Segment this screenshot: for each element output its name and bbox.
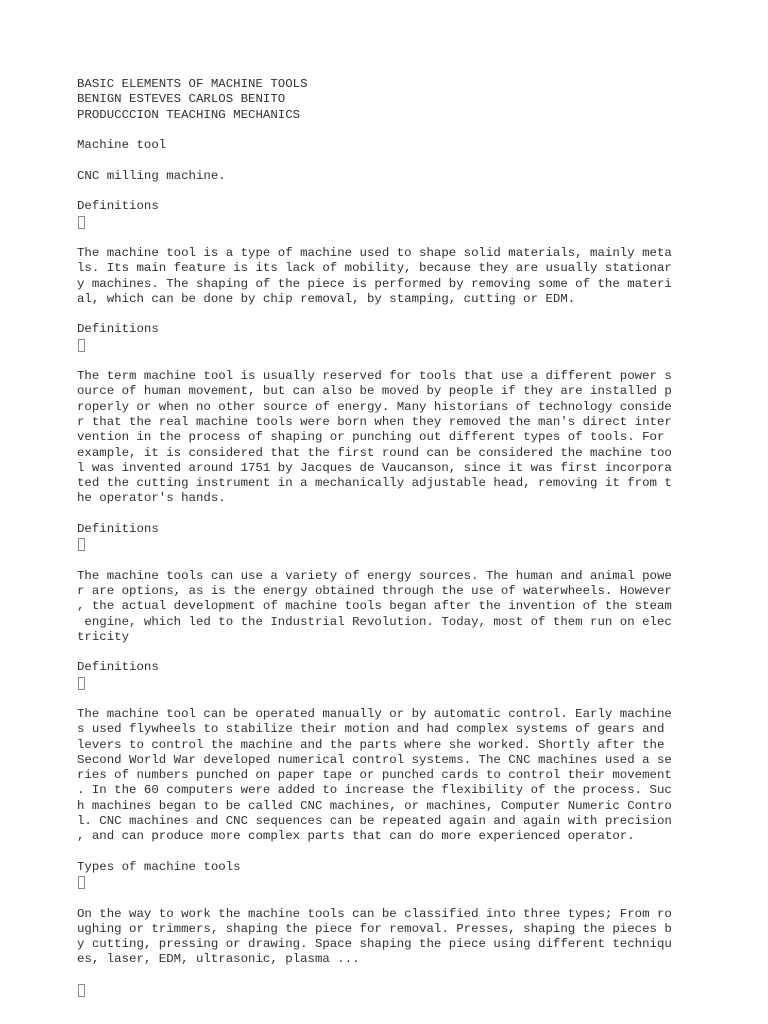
spacer: [77, 645, 768, 660]
paragraph-line: The machine tool is a type of machine used to shape solid materials, mainly meta: [77, 245, 672, 260]
section: [77, 322, 768, 522]
section: [77, 522, 768, 660]
section: [77, 860, 768, 983]
missing-glyph-icon: [78, 216, 85, 229]
spacer: [77, 354, 768, 369]
document-title: BASIC ELEMENTS OF MACHINE TOOLS: [77, 77, 308, 91]
missing-glyph-icon: [78, 677, 85, 690]
spacer: [77, 968, 768, 983]
paragraph-line: . In the 60 computers were added to increase the flexibility of the process. Suc: [77, 783, 672, 798]
spacer: [77, 153, 768, 168]
paragraph-line: , the actual development of machine tools began after the invention of the steam: [77, 599, 672, 614]
missing-glyph-icon: [78, 538, 85, 551]
spacer: [77, 845, 768, 860]
section-heading: Definitions: [77, 660, 159, 675]
paragraph-line: Second World War developed numerical control systems. The CNC machines used a se: [77, 752, 672, 767]
spacer: [77, 231, 768, 246]
paragraph-line: engine, which led to the Industrial Revolution. Today, most of them run on elec: [77, 614, 672, 629]
paragraph-line: ted the cutting instrument in a mechanically adjustable head, removing it from t: [77, 476, 672, 491]
paragraph-line: vention in the process of shaping or punching out different types of tools. For: [77, 430, 665, 445]
intro-line-2: CNC milling machine.: [77, 168, 226, 183]
section-heading: Types of machine tools: [77, 859, 241, 874]
spacer: [77, 507, 768, 522]
missing-glyph-icon: [78, 339, 85, 352]
spacer: [77, 307, 768, 322]
paragraph-line: l. CNC machines and CNC sequences can be repeated again and again with precision: [77, 814, 672, 829]
paragraph-line: roperly or when no other source of energy. Many historians of technology conside: [77, 399, 672, 414]
paragraph-line: h machines began to be called CNC machines, or machines, Computer Numeric Contro: [77, 798, 672, 813]
intro-line-1: Machine tool: [77, 138, 167, 153]
paragraph-line: l was invented around 1751 by Jacques de Vaucanson, since it was first incorpora: [77, 460, 672, 475]
section: [77, 660, 768, 860]
paragraph-line: example, it is considered that the first round can be considered the machine too: [77, 445, 672, 460]
paragraph-line: On the way to work the machine tools can be classified into three types; From ro: [77, 906, 672, 921]
document-subtitle: PRODUCCCION TEACHING MECHANICS: [77, 107, 301, 122]
section-heading: Definitions: [77, 322, 159, 337]
paragraph-line: ries of numbers punched on paper tape or punched cards to control their movement: [77, 768, 672, 783]
paragraph-line: The machine tool can be operated manually or by automatic control. Early machine: [77, 706, 672, 721]
spacer: [77, 692, 768, 707]
paragraph-line: y cutting, pressing or drawing. Space shaping the piece using different techniqu: [77, 937, 672, 952]
document-author: BENIGN ESTEVES CARLOS BENITO: [77, 92, 286, 107]
spacer: [77, 553, 768, 568]
missing-glyph-icon: [78, 876, 85, 889]
paragraph-line: , and can produce more complex parts that can do more experienced operator.: [77, 829, 635, 844]
spacer: [77, 123, 768, 138]
section-heading: Definitions: [77, 522, 159, 537]
paragraph-line: levers to control the machine and the parts where she worked. Shortly after the: [77, 737, 665, 752]
paragraph-line: ls. Its main feature is its lack of mobility, because they are usually stationar: [77, 261, 672, 276]
paragraph-line: ource of human movement, but can also be moved by people if they are installed p: [77, 384, 672, 399]
paragraph-line: s used flywheels to stabilize their motion and had complex systems of gears and: [77, 722, 665, 737]
paragraph-line: al, which can be done by chip removal, by stamping, cutting or EDM.: [77, 291, 576, 306]
paragraph-line: r that the real machine tools were born when they removed the man's direct inter: [77, 414, 672, 429]
paragraph-line: ughing or trimmers, shaping the piece for removal. Presses, shaping the pieces b: [77, 921, 672, 936]
section-heading: Definitions: [77, 199, 159, 214]
paragraph-line: y machines. The shaping of the piece is performed by removing some of the materi: [77, 276, 672, 291]
missing-glyph-icon: [78, 984, 85, 997]
spacer: [77, 891, 768, 906]
section: [77, 199, 768, 322]
sections-container: [77, 199, 768, 983]
paragraph-line: he operator's hands.: [77, 491, 226, 506]
spacer: [77, 184, 768, 199]
paragraph-line: es, laser, EDM, ultrasonic, plasma ...: [77, 952, 360, 967]
paragraph-line: r are options, as is the energy obtained through the use of waterwheels. However: [77, 583, 672, 598]
paragraph-line: tricity: [77, 629, 130, 644]
paragraph-line: The machine tools can use a variety of energy sources. The human and animal powe: [77, 568, 672, 583]
paragraph-line: The term machine tool is usually reserved for tools that use a different power s: [77, 369, 672, 384]
